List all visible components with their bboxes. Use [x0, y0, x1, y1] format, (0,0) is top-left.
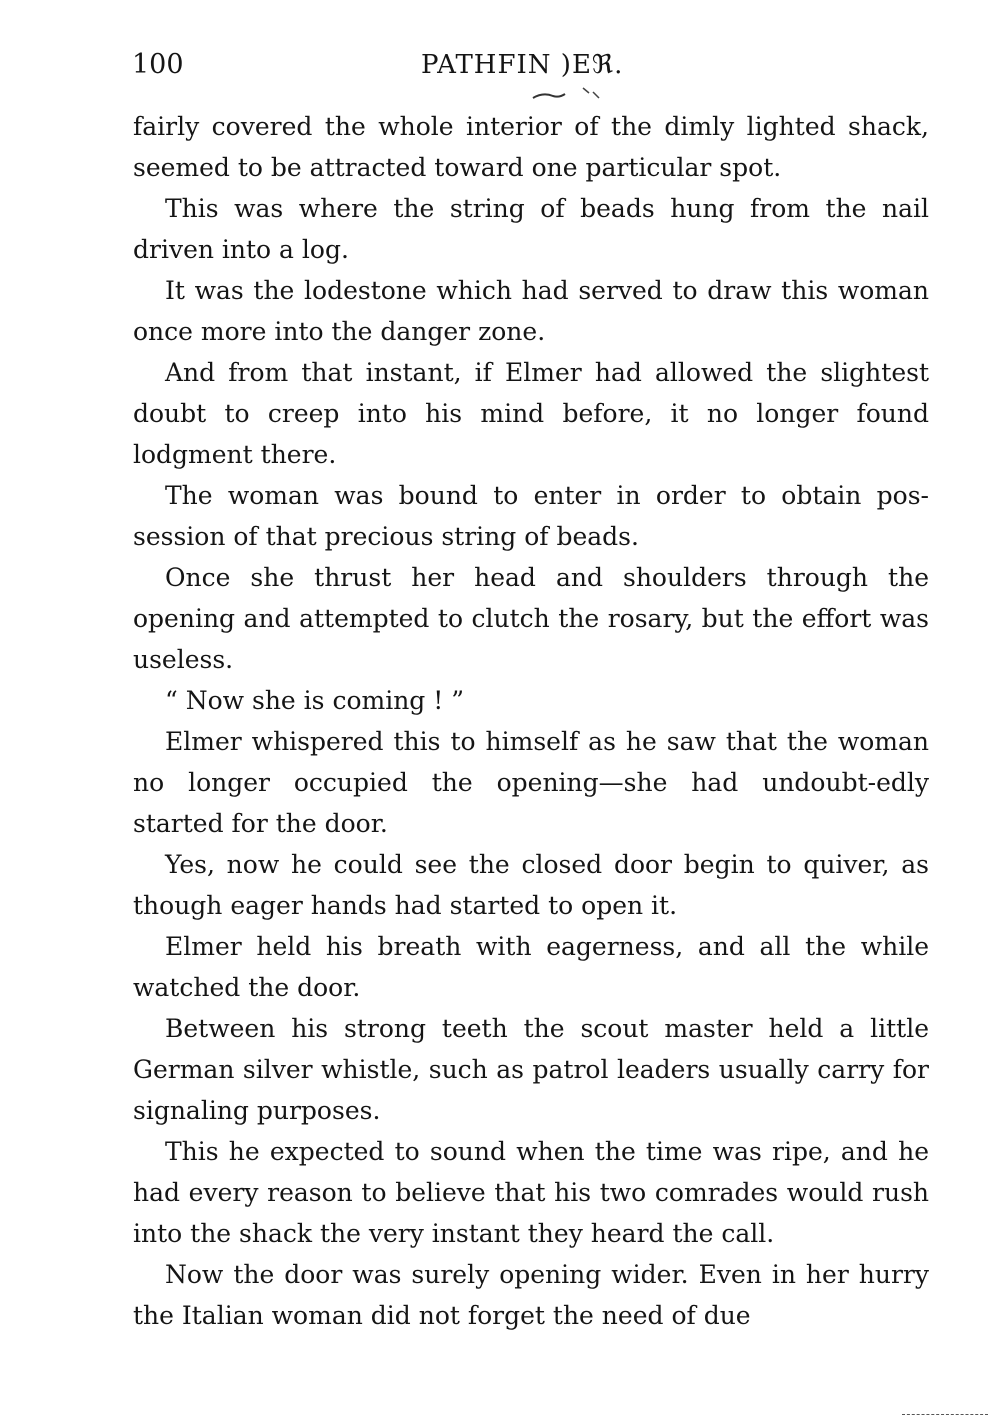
paragraph: fairly covered the whole interior of the dimly lighted shack, seemed to be attracted toward one particular spot.	[133, 112, 929, 182]
paragraph: Now the door was surely opening wider. Even in her hurry the Italian woman did not forget the need of due	[133, 1260, 929, 1330]
page-number: 100	[132, 49, 184, 80]
print-smudge-icon	[527, 84, 607, 102]
body-text	[133, 106, 929, 1336]
footer-rule	[902, 1414, 988, 1416]
dialogue-line: “ Now she is coming ! ”	[165, 686, 465, 715]
paragraph: Elmer whispered this to himself as he saw that the woman no longer occupied the opening—she had undoubt-edly started for the door.	[133, 727, 929, 838]
paragraph: Yes, now he could see the closed door begin to quiver, as though eager hands had started to open it.	[133, 850, 929, 920]
paragraph: This he expected to sound when the time was ripe, and he had every reason to believe that his two comrades would rush into the shack the very instant they heard the call.	[133, 1137, 929, 1248]
paragraph: This was where the string of beads hung from the nail driven into a log.	[133, 194, 929, 264]
paragraph: And from that instant, if Elmer had allowed the slightest doubt to creep into his mind before, it no longer found lodgment there.	[133, 358, 929, 469]
running-title: PATHFIΝ )Eℜ.	[421, 50, 624, 80]
paragraph: It was the lodestone which had served to draw this woman once more into the danger zone.	[133, 276, 929, 346]
paragraph: Between his strong teeth the scout master held a little German silver whistle, such as patrol leaders usually carry for signaling purposes.	[133, 1014, 929, 1125]
paragraph: The woman was bound to enter in order to obtain pos-session of that precious string of beads.	[133, 481, 929, 551]
paragraph: Elmer held his breath with eagerness, and all the while watched the door.	[133, 932, 929, 1002]
paragraph: Once she thrust her head and shoulders through the opening and attempted to clutch the rosary, but the effort was useless.	[133, 563, 929, 674]
running-head	[132, 44, 928, 88]
